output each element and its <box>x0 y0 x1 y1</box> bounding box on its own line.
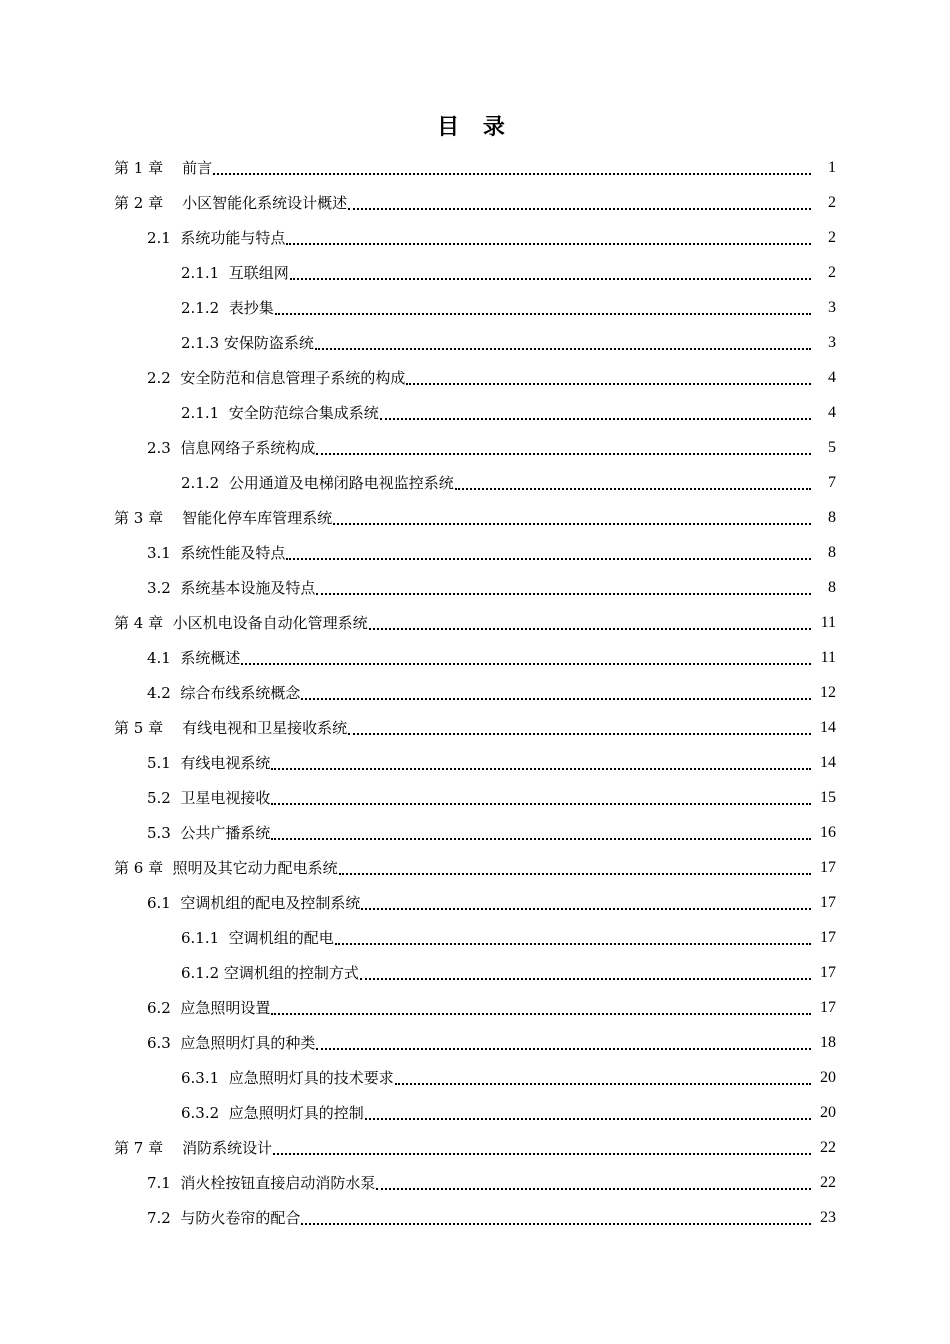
toc-entry-page-number: 17 <box>820 893 836 911</box>
toc-dot-leader <box>286 228 811 248</box>
toc-dot-leader <box>286 543 811 563</box>
toc-title: 目 录 <box>437 115 513 140</box>
toc-dot-leader <box>290 263 811 283</box>
toc-entry-page-number: 1 <box>828 158 836 176</box>
toc-entry[interactable] <box>0 885 950 920</box>
toc-entry-page-number: 17 <box>820 858 836 876</box>
toc-entry[interactable] <box>0 990 950 1025</box>
toc-entry-label: 5.3 公共广播系统 <box>147 823 271 842</box>
toc-entry-page-number: 22 <box>820 1138 836 1156</box>
toc-entry-page-number: 8 <box>828 543 836 561</box>
toc-entry[interactable] <box>0 675 950 710</box>
toc-entry[interactable] <box>0 745 950 780</box>
toc-dot-leader <box>213 158 811 178</box>
toc-dot-leader <box>271 788 811 808</box>
toc-dot-leader <box>365 1103 811 1123</box>
toc-dot-leader <box>348 193 811 213</box>
toc-entry-label: 7.2 与防火卷帘的配合 <box>147 1208 301 1227</box>
toc-entry-label: 4.1 系统概述 <box>147 648 241 667</box>
toc-entry[interactable] <box>0 1025 950 1060</box>
toc-dot-leader <box>339 858 811 878</box>
toc-entry-label: 2.1.2 表抄集 <box>181 298 274 317</box>
toc-dot-leader <box>275 298 811 318</box>
toc-entry-page-number: 2 <box>828 193 836 211</box>
toc-entry-label: 2.1.3 安保防盗系统 <box>181 333 314 352</box>
toc-entry-label: 2.3 信息网络子系统构成 <box>147 438 316 457</box>
toc-entry-label: 3.1 系统性能及特点 <box>147 543 286 562</box>
toc-dot-leader <box>301 683 811 703</box>
toc-dot-leader <box>273 1138 811 1158</box>
toc-entry[interactable] <box>0 150 950 185</box>
toc-dot-leader <box>395 1068 811 1088</box>
toc-entry-page-number: 8 <box>828 508 836 526</box>
toc-entry-page-number: 3 <box>828 333 836 351</box>
toc-entry[interactable] <box>0 360 950 395</box>
toc-entry[interactable] <box>0 955 950 990</box>
toc-entry-page-number: 12 <box>820 683 836 701</box>
toc-entry-label: 第 3 章 智能化停车库管理系统 <box>114 508 333 527</box>
toc-dot-leader <box>361 893 811 913</box>
toc-dot-leader <box>376 1173 811 1193</box>
toc-entry-page-number: 5 <box>828 438 836 456</box>
toc-entry-label: 6.1 空调机组的配电及控制系统 <box>147 893 361 912</box>
toc-entry[interactable] <box>0 500 950 535</box>
toc-entry-label: 2.1.1 互联组网 <box>181 263 289 282</box>
toc-entry[interactable] <box>0 1165 950 1200</box>
toc-entry-page-number: 11 <box>820 613 836 631</box>
toc-entry-label: 6.3.1 应急照明灯具的技术要求 <box>181 1068 394 1087</box>
toc-dot-leader <box>301 1208 811 1228</box>
toc-entry-page-number: 2 <box>828 263 836 281</box>
toc-entry-page-number: 20 <box>820 1103 836 1121</box>
toc-entry-label: 2.1 系统功能与特点 <box>147 228 286 247</box>
toc-entry-label: 6.3.2 应急照明灯具的控制 <box>181 1103 364 1122</box>
toc-entry-label: 6.2 应急照明设置 <box>147 998 271 1017</box>
toc-entry[interactable] <box>0 1060 950 1095</box>
toc-dot-leader <box>335 928 811 948</box>
toc-entry-label: 第 6 章 照明及其它动力配电系统 <box>114 858 338 877</box>
toc-entry[interactable] <box>0 535 950 570</box>
toc-dot-leader <box>271 823 811 843</box>
toc-entry-label: 4.2 综合布线系统概念 <box>147 683 301 702</box>
toc-dot-leader <box>380 403 811 423</box>
toc-dot-leader <box>316 438 811 458</box>
toc-dot-leader <box>455 473 811 493</box>
toc-entry-label: 第 7 章 消防系统设计 <box>114 1138 273 1157</box>
toc-entry-page-number: 20 <box>820 1068 836 1086</box>
toc-entry-label: 5.1 有线电视系统 <box>147 753 271 772</box>
toc-entry[interactable] <box>0 640 950 675</box>
toc-dot-leader <box>271 998 811 1018</box>
toc-entry-label: 第 5 章 有线电视和卫星接收系统 <box>114 718 348 737</box>
toc-entry-page-number: 15 <box>820 788 836 806</box>
toc-entry[interactable] <box>0 395 950 430</box>
toc-entry-label: 2.1.1 安全防范综合集成系统 <box>181 403 379 422</box>
toc-dot-leader <box>316 1033 811 1053</box>
toc-entry-page-number: 22 <box>820 1173 836 1191</box>
toc-entry-label: 6.3 应急照明灯具的种类 <box>147 1033 316 1052</box>
toc-entry-label: 7.1 消火栓按钮直接启动消防水泵 <box>147 1173 376 1192</box>
toc-entry-page-number: 7 <box>828 473 836 491</box>
toc-entry-label: 第 4 章 小区机电设备自动化管理系统 <box>114 613 368 632</box>
toc-entry-label: 6.1.2 空调机组的控制方式 <box>181 963 359 982</box>
toc-entry[interactable] <box>0 1200 950 1235</box>
toc-entry-page-number: 23 <box>820 1208 836 1226</box>
toc-list <box>0 150 950 1235</box>
toc-entry-page-number: 18 <box>820 1033 836 1051</box>
toc-entry-page-number: 3 <box>828 298 836 316</box>
toc-entry[interactable] <box>0 1095 950 1130</box>
toc-dot-leader <box>360 963 811 983</box>
toc-dot-leader <box>333 508 811 528</box>
toc-entry-page-number: 2 <box>828 228 836 246</box>
toc-entry[interactable] <box>0 325 950 360</box>
toc-entry-page-number: 8 <box>828 578 836 596</box>
toc-dot-leader <box>406 368 811 388</box>
toc-entry-page-number: 17 <box>820 998 836 1016</box>
toc-entry[interactable] <box>0 850 950 885</box>
toc-entry[interactable] <box>0 220 950 255</box>
toc-entry[interactable] <box>0 920 950 955</box>
toc-entry[interactable] <box>0 465 950 500</box>
toc-entry[interactable] <box>0 185 950 220</box>
toc-entry-page-number: 14 <box>820 753 836 771</box>
toc-entry-label: 第 1 章 前言 <box>114 158 213 177</box>
toc-entry[interactable] <box>0 255 950 290</box>
toc-dot-leader <box>316 578 811 598</box>
toc-entry-label: 2.1.2 公用通道及电梯闭路电视监控系统 <box>181 473 454 492</box>
toc-entry-label: 第 2 章 小区智能化系统设计概述 <box>114 193 348 212</box>
toc-entry-label: 6.1.1 空调机组的配电 <box>181 928 334 947</box>
toc-dot-leader <box>348 718 811 738</box>
toc-entry-page-number: 4 <box>828 403 836 421</box>
toc-entry[interactable] <box>0 570 950 605</box>
toc-entry[interactable] <box>0 710 950 745</box>
toc-entry[interactable] <box>0 605 950 640</box>
toc-entry-page-number: 4 <box>828 368 836 386</box>
toc-entry-page-number: 16 <box>820 823 836 841</box>
toc-dot-leader <box>315 333 811 353</box>
toc-dot-leader <box>241 648 811 668</box>
toc-entry-page-number: 14 <box>820 718 836 736</box>
toc-dot-leader <box>271 753 811 773</box>
toc-entry[interactable] <box>0 780 950 815</box>
toc-entry-page-number: 17 <box>820 928 836 946</box>
toc-entry[interactable] <box>0 430 950 465</box>
toc-entry[interactable] <box>0 1130 950 1165</box>
toc-entry-page-number: 11 <box>820 648 836 666</box>
toc-dot-leader <box>369 613 811 633</box>
toc-entry[interactable] <box>0 815 950 850</box>
toc-entry-page-number: 17 <box>820 963 836 981</box>
toc-entry-label: 2.2 安全防范和信息管理子系统的构成 <box>147 368 406 387</box>
toc-entry[interactable] <box>0 290 950 325</box>
toc-entry-label: 3.2 系统基本设施及特点 <box>147 578 316 597</box>
toc-entry-label: 5.2 卫星电视接收 <box>147 788 271 807</box>
